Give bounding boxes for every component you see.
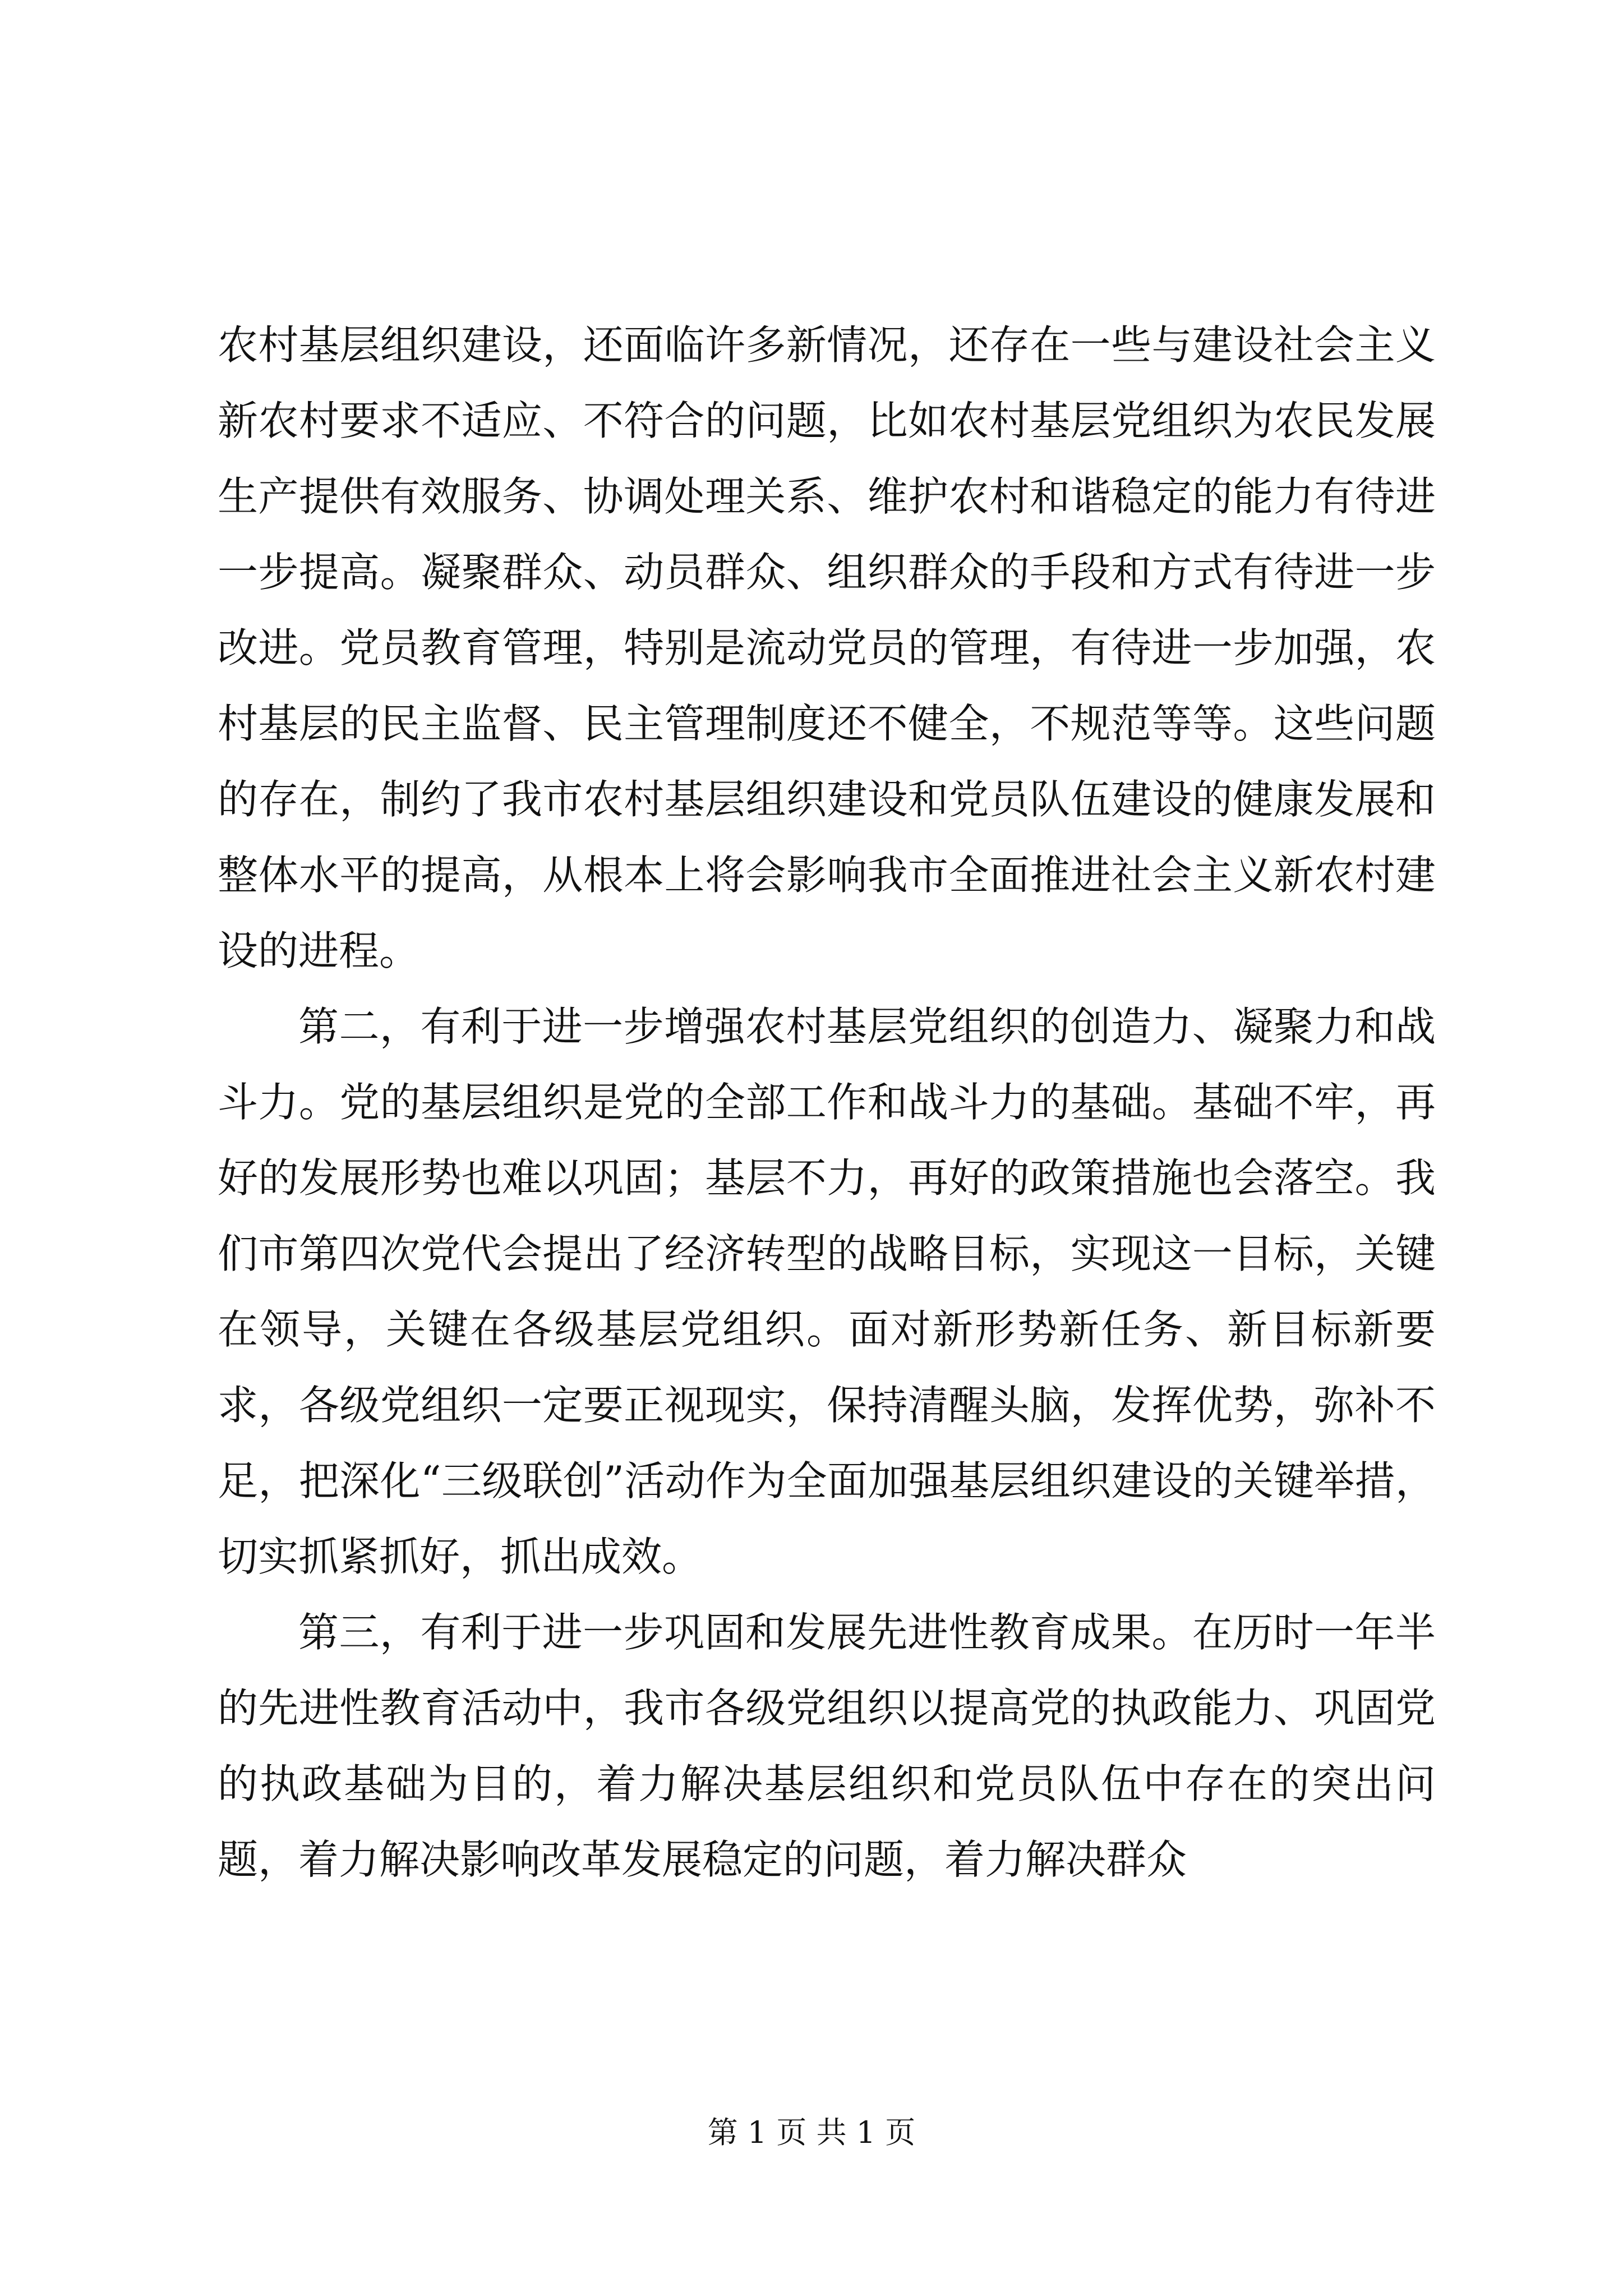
paragraph-1: 农村基层组织建设，还面临许多新情况，还存在一些与建设社会主义新农村要求不适应、不符合的问题，比如农村基层党组织为农民发展生产提供有效服务、协调处理关系、维护农村和谐稳定的能力有待进一步提高。凝聚群众、动员群众、组织群众的手段和方式有待进一步改进。党员教育管理，特别是流动党员的管理，有待进一步加强，农村基层的民主监督、民主管理制度还不健全，不规范等等。这些问题的存在，制约了我市农村基层组织建设和党员队伍建设的健康发展和整体水平的提高，从根本上将会影响我市全面推进社会主义新农村建设的进程。 [218, 321, 1436, 974]
paragraph-2: 第二，有利于进一步增强农村基层党组织的创造力、凝聚力和战斗力。党的基层组织是党的全部工作和战斗力的基础。基础不牢，再好的发展形势也难以巩固；基层不力，再好的政策措施也会落空。我们市第四次党代会提出了经济转型的战略目标，实现这一目标，关键在领导，关键在各级基层党组织。面对新形势新任务、新目标新要求，各级党组织一定要正视现实，保持清醒头脑，发挥优势，弥补不足，把深化“三级联创”活动作为全面加强基层组织建设的关键举措，切实抓紧抓好，抓出成效。 [218, 1003, 1436, 1580]
paragraph-3: 第三，有利于进一步巩固和发展先进性教育成果。在历时一年半的先进性教育活动中，我市各级党组织以提高党的执政能力、巩固党的执政基础为目的，着力解决基层组织和党员队伍中存在的突出问题，着力解决影响改革发展稳定的问题，着力解决群众 [218, 1609, 1436, 1883]
document-body [218, 307, 1436, 1898]
page-footer: 第 1 页 共 1 页 [707, 2115, 916, 2150]
